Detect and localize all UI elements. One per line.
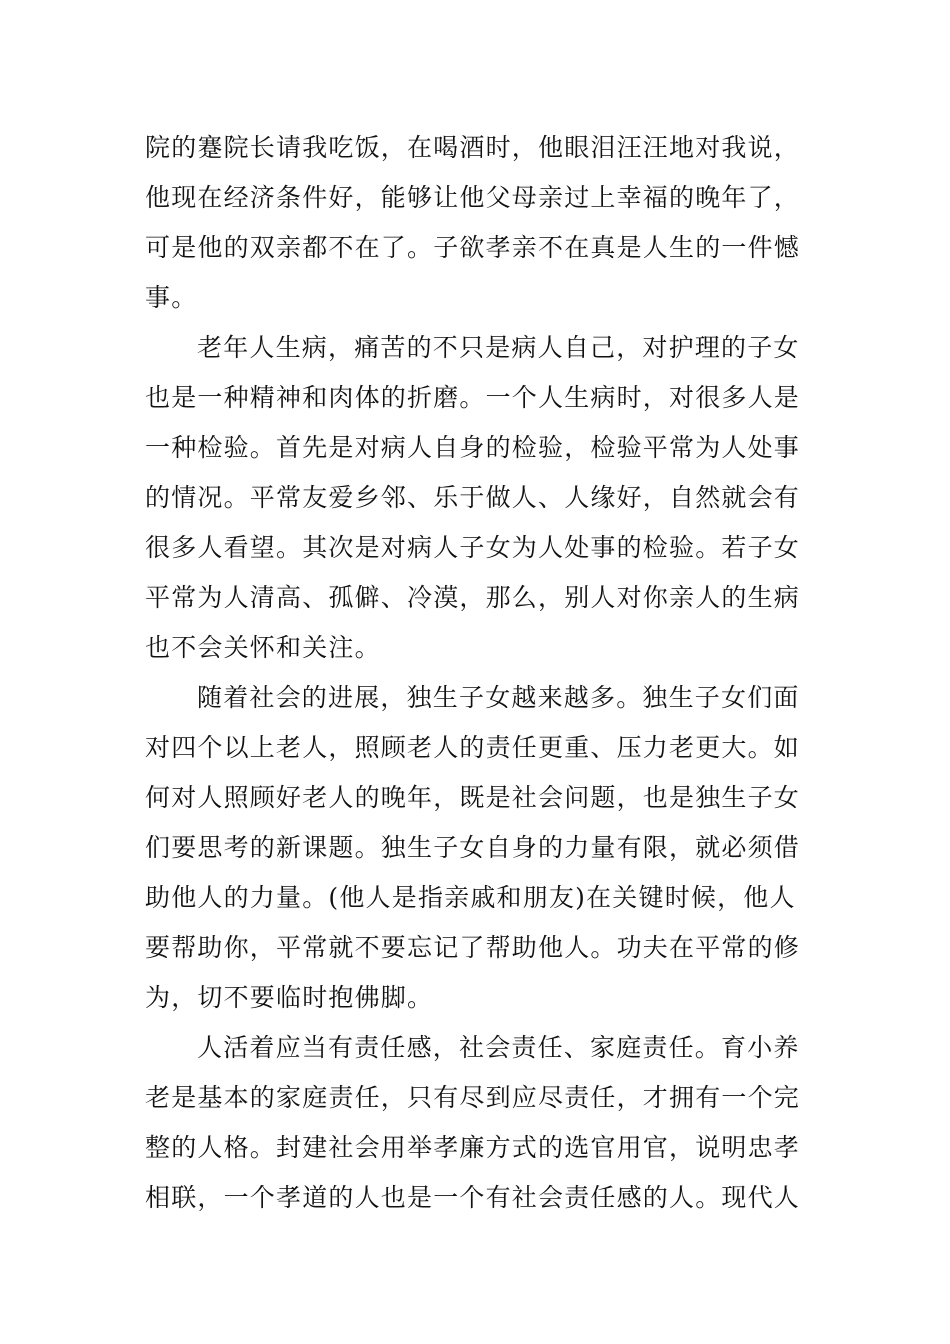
text-line: 们要思考的新课题。独生子女自身的力量有限，就必须借 xyxy=(145,833,801,862)
text-line: 要帮助你，平常就不要忘记了帮助他人。功夫在平常的修 xyxy=(145,933,801,962)
text-line: 老年人生病，痛苦的不只是病人自己，对护理的子女 xyxy=(197,333,800,362)
text-line: 老是基本的家庭责任，只有尽到应尽责任，才拥有一个完 xyxy=(145,1083,801,1112)
text-line: 事。 xyxy=(145,283,198,312)
text-line: 何对人照顾好老人的晚年，既是社会问题，也是独生子女 xyxy=(145,783,801,812)
text-line: 整的人格。封建社会用举孝廉方式的选官用官，说明忠孝 xyxy=(145,1133,801,1162)
text-line: 相联，一个孝道的人也是一个有社会责任感的人。现代人 xyxy=(145,1183,801,1212)
text-line: 对四个以上老人，照顾老人的责任更重、压力老更大。如 xyxy=(145,733,801,762)
text-line: 一种检验。首先是对病人自身的检验，检验平常为人处事 xyxy=(145,433,801,462)
text-line: 也是一种精神和肉体的折磨。一个人生病时，对很多人是 xyxy=(145,383,801,412)
text-line: 很多人看望。其次是对病人子女为人处事的检验。若子女 xyxy=(145,533,801,562)
text-line: 可是他的双亲都不在了。子欲孝亲不在真是人生的一件憾 xyxy=(145,233,801,262)
text-line: 院的蹇院长请我吃饭，在喝酒时，他眼泪汪汪地对我说， xyxy=(145,133,801,162)
text-line: 也不会关怀和关注。 xyxy=(145,633,381,662)
text-line: 助他人的力量。(他人是指亲戚和朋友)在关键时候，他人 xyxy=(145,883,796,912)
text-line: 为，切不要临时抱佛脚。 xyxy=(145,983,434,1012)
text-line: 随着社会的进展，独生子女越来越多。独生子女们面 xyxy=(197,683,800,712)
text-line: 平常为人清高、孤僻、冷漠，那么，别人对你亲人的生病 xyxy=(145,583,801,612)
text-line: 的情况。平常友爱乡邻、乐于做人、人缘好，自然就会有 xyxy=(145,483,801,512)
text-line: 他现在经济条件好，能够让他父母亲过上幸福的晚年了， xyxy=(145,183,801,212)
text-line: 人活着应当有责任感，社会责任、家庭责任。育小养 xyxy=(197,1033,800,1062)
